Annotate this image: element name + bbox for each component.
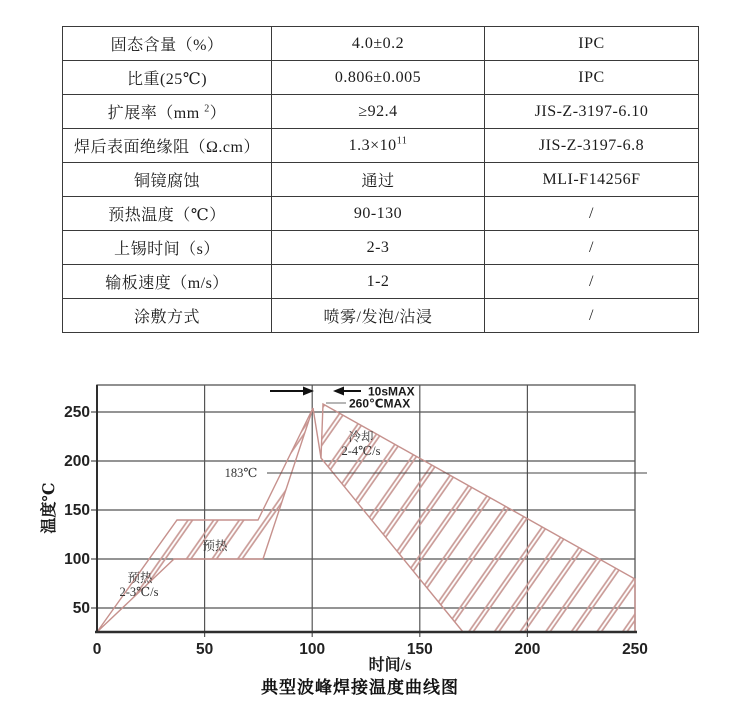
table-cell-value: ≥92.4 bbox=[272, 95, 485, 129]
temperature-curve-chart bbox=[30, 378, 720, 713]
table-cell-param: 固态含量（%） bbox=[63, 27, 272, 61]
table-row bbox=[63, 163, 699, 197]
table-cell-param: 涂敷方式 bbox=[63, 299, 272, 333]
table-cell-value: 0.806±0.005 bbox=[272, 61, 485, 95]
svg-text:50: 50 bbox=[72, 600, 90, 617]
table-cell-value bbox=[272, 129, 485, 163]
table-cell-standard: IPC bbox=[485, 61, 699, 95]
table-row bbox=[63, 61, 699, 95]
svg-text:150: 150 bbox=[406, 641, 433, 658]
table-cell-value: 1-2 bbox=[272, 265, 485, 299]
y-tick-labels bbox=[64, 404, 90, 617]
table-cell-standard: / bbox=[485, 265, 699, 299]
table-cell-value: 2-3 bbox=[272, 231, 485, 265]
svg-text:150: 150 bbox=[64, 502, 90, 519]
svg-text:0: 0 bbox=[92, 641, 102, 658]
dwell-max-label: 10sMAX bbox=[368, 384, 415, 399]
svg-text:100: 100 bbox=[64, 551, 90, 568]
table-row bbox=[63, 27, 699, 61]
table-row bbox=[63, 265, 699, 299]
svg-text:250: 250 bbox=[64, 404, 90, 421]
cooling-label: 冷却 bbox=[348, 430, 374, 444]
table-cell-param: 铜镜腐蚀 bbox=[63, 163, 272, 197]
table-cell-standard: IPC bbox=[485, 27, 699, 61]
solder-point-label: 183℃ bbox=[224, 466, 258, 480]
table-row bbox=[63, 299, 699, 333]
table-cell-standard: MLI-F14256F bbox=[485, 163, 699, 197]
peak-notch-line bbox=[313, 408, 321, 458]
svg-text:100: 100 bbox=[299, 641, 326, 658]
svg-text:200: 200 bbox=[64, 453, 90, 470]
preheat-rate-label: 2-3℃/s bbox=[119, 585, 159, 599]
table-cell-value: 喷雾/发泡/沾浸 bbox=[272, 299, 485, 333]
table-row bbox=[63, 197, 699, 231]
table-row bbox=[63, 95, 699, 129]
table-row bbox=[63, 129, 699, 163]
table-cell-standard: / bbox=[485, 231, 699, 265]
table-cell-value: 通过 bbox=[272, 163, 485, 197]
table-cell-param: 预热温度（℃） bbox=[63, 197, 272, 231]
chart-title: 典型波峰焊接温度曲线图 bbox=[261, 678, 459, 697]
peak-max-label: 260℃MAX bbox=[349, 396, 411, 411]
cooling-rate-label: 2-4℃/s bbox=[341, 444, 381, 458]
table-row bbox=[63, 231, 699, 265]
preheat-zone-label: 预热 bbox=[202, 539, 228, 553]
param-text: 扩展率（mm bbox=[107, 105, 205, 122]
x-tick-labels bbox=[93, 641, 648, 658]
preheat-label: 预热 bbox=[127, 571, 153, 585]
table-cell-standard: / bbox=[485, 197, 699, 231]
value-superscript: 11 bbox=[396, 135, 408, 147]
table-cell-value: 4.0±0.2 bbox=[272, 27, 485, 61]
value-text: 1.3×10 bbox=[348, 136, 397, 154]
y-axis-title: 温度℃ bbox=[41, 482, 58, 534]
param-text: ） bbox=[209, 105, 227, 122]
table-cell-standard: JIS-Z-3197-6.8 bbox=[485, 129, 699, 163]
table-cell-param: 上锡时间（s） bbox=[63, 231, 272, 265]
chart-svg bbox=[30, 378, 720, 713]
table-cell-value: 90-130 bbox=[272, 197, 485, 231]
svg-text:250: 250 bbox=[622, 641, 648, 658]
table-cell-standard: JIS-Z-3197-6.10 bbox=[485, 95, 699, 129]
svg-text:50: 50 bbox=[195, 641, 214, 658]
spec-table bbox=[62, 26, 699, 333]
table-cell-standard: / bbox=[485, 299, 699, 333]
table-cell-param: 焊后表面绝缘阻（Ω.cm） bbox=[63, 129, 272, 163]
dwell-arrows bbox=[270, 387, 361, 396]
table-cell-param bbox=[63, 95, 272, 129]
arrow-left-icon bbox=[333, 387, 344, 396]
svg-text:200: 200 bbox=[514, 641, 541, 658]
param-superscript: 2 bbox=[204, 103, 210, 115]
table-cell-param: 比重(25℃) bbox=[63, 61, 272, 95]
x-axis-title: 时间/s bbox=[368, 657, 412, 674]
table-cell-param: 输板速度（m/s） bbox=[63, 265, 272, 299]
